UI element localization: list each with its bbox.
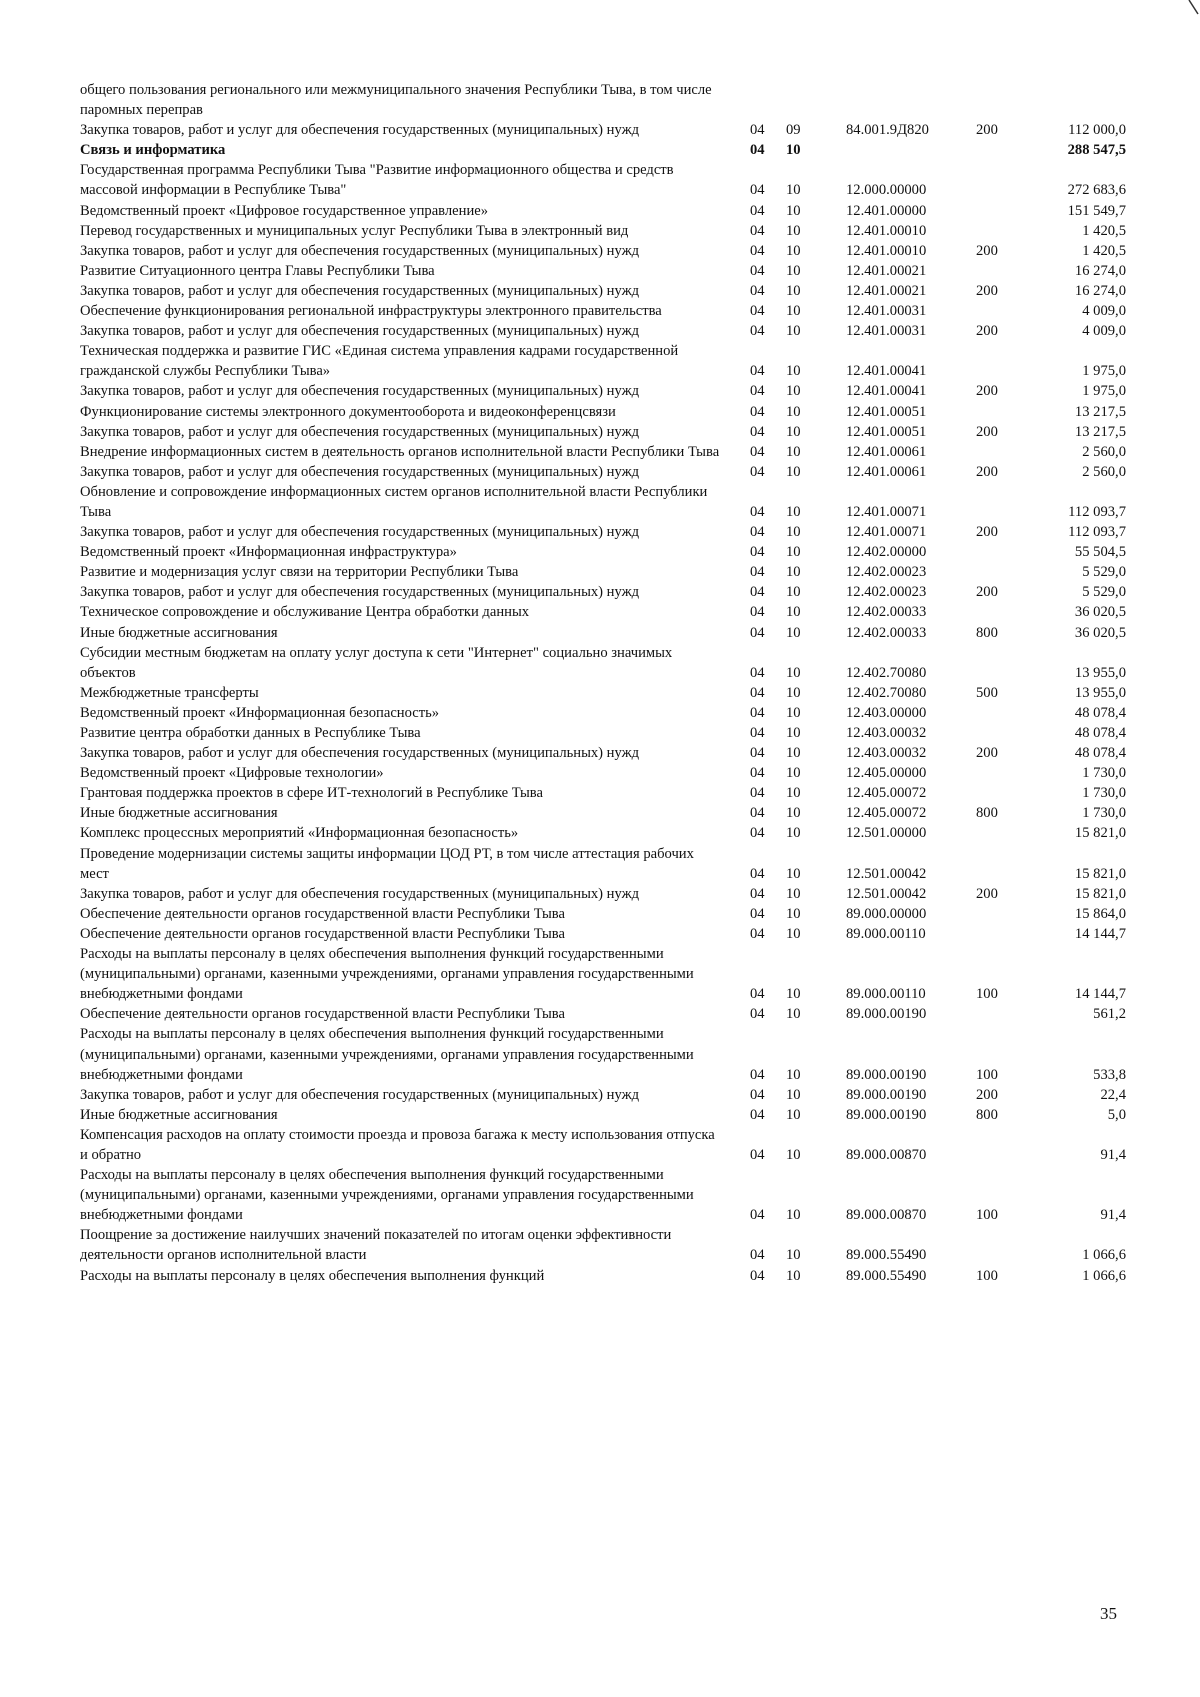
row-expense-type: 200: [976, 282, 998, 299]
row-target-item: 89.000.00870: [846, 1207, 927, 1224]
row-expense-type: 800: [976, 805, 998, 822]
row-amount: 15 864,0: [1074, 905, 1126, 922]
row-name: Внедрение информационных систем в деятельность органов исполнительной власти Республики Тыва: [80, 443, 720, 460]
row-subsection: 10: [786, 323, 801, 340]
row-name: Обеспечение деятельности органов государственной власти Республики Тыва: [80, 905, 565, 922]
row-amount: 272 683,6: [1067, 182, 1126, 199]
row-target-item: 12.402.00033: [846, 604, 927, 621]
table-row: [80, 341, 1130, 381]
table-row: [80, 844, 1130, 884]
row-target-item: 84.001.9Д820: [846, 122, 929, 139]
row-expense-type: 200: [976, 423, 998, 440]
row-section: 04: [750, 1207, 765, 1224]
row-name: Компенсация расходов на оплату стоимости проезда и провоза багажа к месту использования отпуска и обратно: [80, 1126, 715, 1163]
row-target-item: 89.000.00190: [846, 1106, 927, 1123]
row-section: 04: [750, 443, 765, 460]
row-name: Развитие центра обработки данных в Республике Тыва: [80, 725, 421, 741]
row-name: Закупка товаров, работ и услуг для обеспечения государственных (муниципальных) нужд: [80, 282, 640, 299]
row-expense-type: 200: [976, 584, 998, 601]
row-section: 04: [750, 1267, 765, 1284]
row-expense-type: 200: [976, 323, 998, 340]
row-expense-type: 200: [976, 885, 998, 902]
table-row: [80, 823, 1130, 843]
table-row: [80, 261, 1130, 281]
table-row: [80, 201, 1130, 221]
row-subsection: 10: [786, 463, 801, 480]
row-target-item: 12.403.00032: [846, 745, 927, 762]
row-subsection: 10: [786, 443, 801, 460]
row-name: Перевод государственных и муниципальных услуг Республики Тыва в электронный вид: [80, 222, 629, 239]
row-target-item: 12.405.00000: [846, 765, 927, 782]
row-subsection: 10: [786, 765, 801, 782]
row-target-item: 89.000.00000: [846, 905, 927, 922]
table-row: [80, 301, 1130, 321]
row-amount: 1 975,0: [1082, 363, 1126, 380]
row-target-item: 12.402.00033: [846, 624, 927, 641]
table-row: [80, 643, 1130, 683]
row-expense-type: 200: [976, 242, 998, 259]
row-section: 04: [750, 885, 765, 902]
row-expense-type: 800: [976, 1106, 998, 1123]
row-name: Грантовая поддержка проектов в сфере ИТ-технологий в Республике Тыва: [80, 785, 543, 802]
row-amount: 48 078,4: [1074, 704, 1126, 721]
table-row: [80, 1225, 1130, 1265]
row-section: 04: [750, 825, 765, 842]
row-amount: 15 821,0: [1074, 825, 1126, 842]
row-expense-type: 100: [976, 1267, 998, 1284]
row-amount: 112 000,0: [1068, 122, 1126, 139]
row-subsection: 10: [786, 885, 801, 902]
row-target-item: 12.402.70080: [846, 664, 927, 681]
row-amount: 15 821,0: [1074, 865, 1126, 882]
row-section: 04: [750, 503, 765, 520]
row-name: Обеспечение деятельности органов государственной власти Республики Тыва: [80, 925, 565, 942]
row-name: Закупка товаров, работ и услуг для обеспечения государственных (муниципальных) нужд: [80, 423, 640, 440]
row-subsection: 10: [786, 785, 801, 802]
row-name: Развитие и модернизация услуг связи на территории Республики Тыва: [80, 564, 519, 581]
row-name: Межбюджетные трансферты: [80, 684, 259, 701]
row-target-item: 12.401.00041: [846, 363, 927, 380]
row-subsection: 10: [786, 684, 801, 701]
row-target-item: 89.000.00870: [846, 1146, 927, 1163]
row-amount: 112 093,7: [1068, 524, 1126, 541]
table-row: [80, 241, 1130, 261]
row-name: Развитие Ситуационного центра Главы Республики Тыва: [80, 262, 435, 279]
row-subsection: 10: [786, 1106, 801, 1123]
table-row: [80, 1024, 1130, 1084]
table-row: [80, 562, 1130, 582]
row-target-item: 12.401.00061: [846, 463, 927, 480]
row-subsection: 10: [786, 262, 801, 279]
row-section: 04: [750, 403, 765, 420]
row-section: 04: [750, 142, 765, 159]
row-name: Техническое сопровождение и обслуживание Центра обработки данных: [80, 604, 530, 621]
table-row: [80, 623, 1130, 643]
row-expense-type: 200: [976, 122, 998, 139]
row-name: Связь и информатика: [80, 142, 226, 159]
page-number: 35: [1100, 1604, 1117, 1623]
row-subsection: 10: [786, 423, 801, 440]
row-expense-type: 200: [976, 745, 998, 762]
row-amount: 5 529,0: [1082, 584, 1126, 601]
row-subsection: 10: [786, 1086, 801, 1103]
table-row: [80, 80, 1130, 120]
row-name: Расходы на выплаты персоналу в целях обеспечения выполнения функций государственными (муниципальными) органами, казенными учреждениями, органами управления государственными внебюджетными фондами: [80, 1026, 694, 1083]
row-subsection: 10: [786, 142, 801, 159]
row-amount: 112 093,7: [1068, 503, 1126, 520]
table-row: [80, 140, 1130, 160]
row-amount: 1 730,0: [1082, 765, 1126, 782]
row-section: 04: [750, 684, 765, 701]
row-amount: 1 420,5: [1082, 242, 1126, 259]
row-amount: 36 020,5: [1074, 604, 1126, 621]
row-name: Обеспечение функционирования региональной инфраструктуры электронного правительства: [80, 303, 662, 320]
budget-table: [80, 80, 1130, 1286]
table-row: [80, 803, 1130, 823]
row-amount: 1 730,0: [1082, 805, 1126, 822]
row-section: 04: [750, 1106, 765, 1123]
row-section: 04: [750, 282, 765, 299]
row-name: Комплекс процессных мероприятий «Информационная безопасность»: [80, 825, 519, 842]
row-amount: 91,4: [1100, 1146, 1126, 1163]
row-section: 04: [750, 423, 765, 440]
row-section: 04: [750, 624, 765, 641]
row-section: 04: [750, 1086, 765, 1103]
row-target-item: 12.402.00000: [846, 544, 927, 561]
row-amount: 13 955,0: [1074, 664, 1126, 681]
row-expense-type: 800: [976, 624, 998, 641]
row-section: 04: [750, 182, 765, 199]
table-row: [80, 683, 1130, 703]
row-section: 04: [750, 1066, 765, 1083]
row-section: 04: [750, 905, 765, 922]
table-row: [80, 763, 1130, 783]
row-section: 04: [750, 725, 765, 741]
row-name: Иные бюджетные ассигнования: [80, 805, 278, 822]
row-section: 04: [750, 544, 765, 561]
row-subsection: 10: [786, 664, 801, 681]
row-target-item: 89.000.00190: [846, 1086, 927, 1103]
row-section: 04: [750, 664, 765, 681]
row-subsection: 10: [786, 1267, 801, 1284]
table-row: [80, 442, 1130, 462]
row-name: Закупка товаров, работ и услуг для обеспечения государственных (муниципальных) нужд: [80, 242, 640, 259]
row-name: Обновление и сопровождение информационных систем органов исполнительной власти Республики Тыва: [80, 483, 708, 520]
row-name: Закупка товаров, работ и услуг для обеспечения государственных (муниципальных) нужд: [80, 383, 640, 400]
row-section: 04: [750, 463, 765, 480]
row-target-item: 12.403.00000: [846, 704, 927, 721]
row-target-item: 12.401.00010: [846, 222, 927, 239]
row-amount: 36 020,5: [1074, 624, 1126, 641]
row-subsection: 10: [786, 182, 801, 199]
row-section: 04: [750, 564, 765, 581]
row-target-item: 12.402.00023: [846, 564, 927, 581]
table-row: [80, 542, 1130, 562]
row-target-item: 12.401.00051: [846, 403, 927, 420]
row-amount: 2 560,0: [1082, 463, 1126, 480]
table-row: [80, 924, 1130, 944]
row-name: Ведомственный проект «Цифровые технологии»: [80, 765, 384, 782]
table-row: [80, 402, 1130, 422]
table-row: [80, 422, 1130, 442]
row-subsection: 10: [786, 564, 801, 581]
row-amount: 22,4: [1100, 1086, 1126, 1103]
row-target-item: 12.401.00031: [846, 323, 927, 340]
row-section: 04: [750, 584, 765, 601]
row-amount: 1 730,0: [1082, 785, 1126, 802]
row-section: 04: [750, 122, 765, 139]
row-subsection: 10: [786, 925, 801, 942]
row-name: Проведение модернизации системы защиты информации ЦОД РТ, в том числе аттестация рабочих мест: [80, 845, 694, 882]
row-name: Закупка товаров, работ и услуг для обеспечения государственных (муниципальных) нужд: [80, 745, 640, 762]
row-amount: 1 066,6: [1082, 1267, 1126, 1284]
row-subsection: 10: [786, 403, 801, 420]
row-target-item: 12.501.00042: [846, 865, 927, 882]
row-section: 04: [750, 765, 765, 782]
row-section: 04: [750, 785, 765, 802]
row-target-item: 12.403.00032: [846, 725, 927, 741]
row-name: Закупка товаров, работ и услуг для обеспечения государственных (муниципальных) нужд: [80, 463, 640, 480]
row-section: 04: [750, 865, 765, 882]
row-subsection: 10: [786, 1146, 801, 1163]
row-name: Закупка товаров, работ и услуг для обеспечения государственных (муниципальных) нужд: [80, 524, 640, 541]
row-expense-type: 200: [976, 463, 998, 480]
row-amount: 5,0: [1107, 1106, 1126, 1123]
row-amount: 14 144,7: [1074, 986, 1126, 1003]
row-target-item: 12.402.00023: [846, 584, 927, 601]
row-subsection: 10: [786, 905, 801, 922]
row-amount: 151 549,7: [1067, 202, 1126, 219]
row-section: 04: [750, 202, 765, 219]
row-subsection: 10: [786, 865, 801, 882]
row-target-item: 12.401.00061: [846, 443, 927, 460]
row-amount: 15 821,0: [1074, 885, 1126, 902]
row-name: общего пользования регионального или межмуниципального значения Республики Тыва, в том числе паромных переправ: [80, 82, 712, 119]
row-target-item: 12.401.00000: [846, 202, 927, 219]
row-name: Расходы на выплаты персоналу в целях обеспечения выполнения функций государственными (муниципальными) органами, казенными учреждениями, органами управления государственными внебюджетными фондами: [80, 946, 694, 1003]
row-expense-type: 200: [976, 524, 998, 541]
table-row: [80, 1165, 1130, 1225]
table-row: [80, 482, 1130, 522]
row-section: 04: [750, 363, 765, 380]
row-amount: 1 420,5: [1082, 222, 1126, 239]
table-row: [80, 602, 1130, 622]
row-amount: 533,8: [1093, 1066, 1126, 1083]
table-row: [80, 783, 1130, 803]
row-section: 04: [750, 383, 765, 400]
table-row: [80, 1125, 1130, 1165]
row-target-item: 89.000.00110: [846, 986, 926, 1003]
row-section: 04: [750, 704, 765, 721]
row-section: 04: [750, 303, 765, 320]
row-expense-type: 500: [976, 684, 998, 701]
row-subsection: 10: [786, 503, 801, 520]
row-name: Государственная программа Республики Тыва "Развитие информационного общества и средств массовой информации в Республике Тыва": [80, 162, 674, 199]
row-subsection: 10: [786, 1066, 801, 1083]
row-subsection: 10: [786, 282, 801, 299]
table-row: [80, 221, 1130, 241]
row-subsection: 10: [786, 624, 801, 641]
row-amount: 48 078,4: [1074, 745, 1126, 762]
row-subsection: 10: [786, 363, 801, 380]
row-name: Закупка товаров, работ и услуг для обеспечения государственных (муниципальных) нужд: [80, 323, 640, 340]
row-expense-type: 200: [976, 1086, 998, 1103]
row-subsection: 10: [786, 383, 801, 400]
table-row: [80, 381, 1130, 401]
table-row: [80, 462, 1130, 482]
row-section: 04: [750, 323, 765, 340]
row-subsection: 10: [786, 524, 801, 541]
table-row: [80, 904, 1130, 924]
table-row: [80, 281, 1130, 301]
row-subsection: 10: [786, 805, 801, 822]
row-section: 04: [750, 986, 765, 1003]
row-amount: 16 274,0: [1074, 262, 1126, 279]
row-target-item: 12.401.00031: [846, 303, 927, 320]
row-target-item: 12.401.00021: [846, 282, 927, 299]
row-amount: 2 560,0: [1082, 443, 1126, 460]
row-target-item: 89.000.55490: [846, 1267, 927, 1284]
row-target-item: 12.402.70080: [846, 684, 927, 701]
table-row: [80, 703, 1130, 723]
row-subsection: 10: [786, 1006, 801, 1023]
row-expense-type: 100: [976, 986, 998, 1003]
row-amount: 16 274,0: [1074, 282, 1126, 299]
row-name: Закупка товаров, работ и услуг для обеспечения государственных (муниципальных) нужд: [80, 122, 640, 139]
row-target-item: 12.401.00041: [846, 383, 927, 400]
row-target-item: 12.405.00072: [846, 785, 927, 802]
row-amount: 91,4: [1100, 1207, 1126, 1224]
row-expense-type: 200: [976, 383, 998, 400]
row-subsection: 10: [786, 242, 801, 259]
table-row: [80, 743, 1130, 763]
row-amount: 4 009,0: [1082, 323, 1126, 340]
row-subsection: 10: [786, 704, 801, 721]
row-target-item: 12.401.00071: [846, 524, 927, 541]
row-amount: 288 547,5: [1067, 142, 1126, 159]
table-row: [80, 120, 1130, 140]
row-target-item: 89.000.55490: [846, 1247, 927, 1264]
row-name: Ведомственный проект «Цифровое государственное управление»: [80, 202, 489, 219]
row-section: 04: [750, 1146, 765, 1163]
row-subsection: 09: [786, 122, 801, 139]
row-section: 04: [750, 262, 765, 279]
row-name: Обеспечение деятельности органов государственной власти Республики Тыва: [80, 1006, 565, 1023]
row-target-item: 12.405.00072: [846, 805, 927, 822]
row-name: Закупка товаров, работ и услуг для обеспечения государственных (муниципальных) нужд: [80, 885, 640, 902]
row-amount: 48 078,4: [1074, 725, 1126, 741]
row-expense-type: 100: [976, 1207, 998, 1224]
table-row: [80, 1266, 1130, 1286]
row-target-item: 89.000.00110: [846, 925, 926, 942]
row-target-item: 12.401.00010: [846, 242, 927, 259]
row-target-item: 12.000.00000: [846, 182, 927, 199]
table-row: [80, 884, 1130, 904]
table-row: [80, 522, 1130, 542]
row-section: 04: [750, 925, 765, 942]
row-subsection: 10: [786, 1247, 801, 1264]
row-target-item: 12.401.00021: [846, 262, 927, 279]
row-subsection: 10: [786, 584, 801, 601]
row-subsection: 10: [786, 222, 801, 239]
row-amount: 1 066,6: [1082, 1247, 1126, 1264]
row-section: 04: [750, 805, 765, 822]
row-subsection: 10: [786, 202, 801, 219]
row-section: 04: [750, 1006, 765, 1023]
table-row: [80, 160, 1130, 200]
row-amount: 13 217,5: [1074, 403, 1126, 420]
row-name: Ведомственный проект «Информационная инфраструктура»: [80, 544, 457, 561]
row-subsection: 10: [786, 986, 801, 1003]
row-name: Субсидии местным бюджетам на оплату услуг доступа к сети "Интернет" социально значимых объектов: [80, 644, 673, 681]
row-subsection: 10: [786, 745, 801, 762]
row-subsection: 10: [786, 303, 801, 320]
row-amount: 561,2: [1093, 1006, 1126, 1023]
corner-mark: [1186, 0, 1200, 18]
row-amount: 13 217,5: [1074, 423, 1126, 440]
row-amount: 14 144,7: [1074, 925, 1126, 942]
table-row: [80, 582, 1130, 602]
row-name: Расходы на выплаты персоналу в целях обеспечения выполнения функций государственными (муниципальными) органами, казенными учреждениями, органами управления государственными внебюджетными фондами: [80, 1167, 694, 1224]
row-amount: 5 529,0: [1082, 564, 1126, 581]
row-subsection: 10: [786, 1207, 801, 1224]
row-subsection: 10: [786, 604, 801, 621]
row-target-item: 12.401.00051: [846, 423, 927, 440]
row-section: 04: [750, 745, 765, 762]
row-target-item: 12.501.00042: [846, 885, 927, 902]
row-section: 04: [750, 242, 765, 259]
table-row: [80, 944, 1130, 1004]
row-section: 04: [750, 604, 765, 621]
table-row: [80, 1105, 1130, 1125]
row-amount: 13 955,0: [1074, 684, 1126, 701]
row-section: 04: [750, 222, 765, 239]
row-amount: 4 009,0: [1082, 303, 1126, 320]
row-name: Иные бюджетные ассигнования: [80, 1106, 278, 1123]
row-name: Иные бюджетные ассигнования: [80, 624, 278, 641]
table-row: [80, 723, 1130, 743]
table-row: [80, 321, 1130, 341]
row-section: 04: [750, 1247, 765, 1264]
row-amount: 55 504,5: [1074, 544, 1126, 561]
row-name: Поощрение за достижение наилучших значений показателей по итогам оценки эффективности деятельности органов исполнительной власти: [80, 1227, 672, 1264]
row-name: Закупка товаров, работ и услуг для обеспечения государственных (муниципальных) нужд: [80, 1086, 640, 1103]
row-name: Техническая поддержка и развитие ГИС «Единая система управления кадрами государственной гражданской службы Республики Тыва»: [80, 343, 679, 380]
row-target-item: 12.501.00000: [846, 825, 927, 842]
row-name: Закупка товаров, работ и услуг для обеспечения государственных (муниципальных) нужд: [80, 584, 640, 601]
row-target-item: 89.000.00190: [846, 1066, 927, 1083]
table-row: [80, 1004, 1130, 1024]
row-name: Ведомственный проект «Информационная безопасность»: [80, 704, 440, 721]
row-subsection: 10: [786, 825, 801, 842]
row-target-item: 89.000.00190: [846, 1006, 927, 1023]
row-amount: 1 975,0: [1082, 383, 1126, 400]
row-name: Функционирование системы электронного документооборота и видеоконференцсвязи: [80, 403, 616, 420]
row-subsection: 10: [786, 544, 801, 561]
row-subsection: 10: [786, 725, 801, 741]
row-target-item: 12.401.00071: [846, 503, 927, 520]
table-row: [80, 1085, 1130, 1105]
row-expense-type: 100: [976, 1066, 998, 1083]
row-name: Расходы на выплаты персоналу в целях обеспечения выполнения функций: [80, 1267, 545, 1284]
row-section: 04: [750, 524, 765, 541]
